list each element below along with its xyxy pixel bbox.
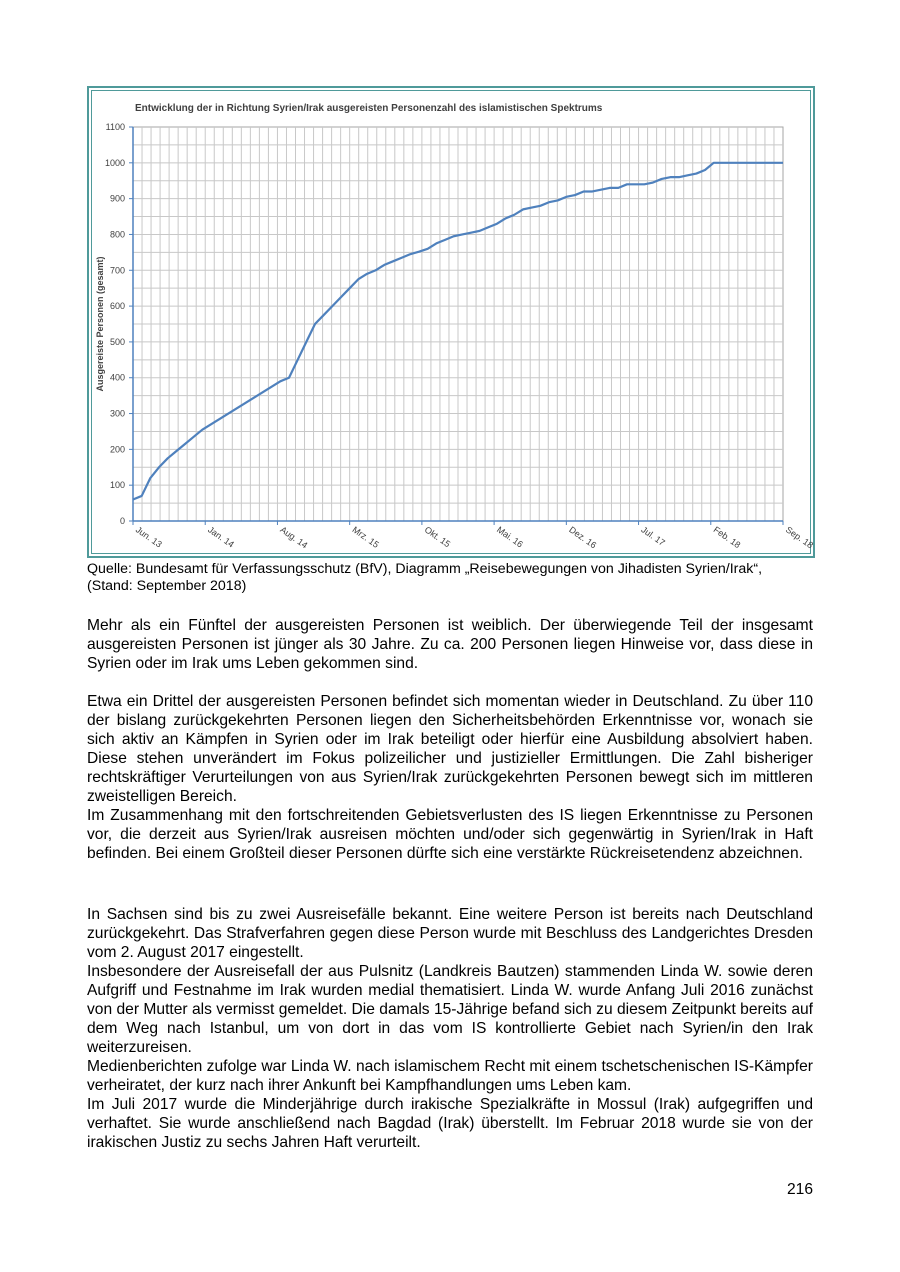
y-tick-label: 400 (109, 372, 125, 383)
y-tick-label: 1100 (105, 122, 125, 132)
line-chart (89, 88, 817, 560)
x-tick-label: Dez. 16 (567, 524, 599, 551)
x-tick-label: Mrz. 15 (350, 524, 381, 550)
y-tick-label: 200 (109, 444, 125, 455)
page-number: 216 (786, 1181, 813, 1198)
x-tick-label: Mai. 16 (494, 524, 525, 550)
caption-line-1: Quelle: Bundesamt für Verfassungsschutz (BfV), Diagramm „Reisebewegungen von Jihadisten Syrien/Irak“, (87, 561, 763, 577)
y-tick-label: 100 (109, 480, 125, 491)
x-tick-label: Feb. 18 (711, 524, 743, 551)
paragraph-7: Im Juli 2017 wurde die Minderjährige durch irakische Spezialkräfte in Mossul (Irak) aufgegriffen und verhaftet. Sie wurde anschließend nach Bagdad (Irak) überstellt. Im Februar 2018 wurde sie von der irakischen Justiz zu sechs Jahren Haft verurteilt. (87, 1096, 813, 1151)
y-tick-label: 500 (109, 336, 125, 347)
paragraph-2: Etwa ein Drittel der ausgereisten Personen befindet sich momentan wieder in Deutschland. Zu über 110 der bislang zurückgekehrten Personen liegen den Sicherheitsbehörden Erkenntnisse vor, wonach sie sich aktiv an Kämpfen in Syrien oder im Irak beteiligt oder hierfür eine Ausbildung absolviert haben. Diese stehen unverändert im Fokus polizeilicher und justizieller Ermittlungen. Die Zahl bisheriger rechtskräftiger Verurteilungen von aus Syrien/Irak zurückgekehrten Personen bewegt sich im mittleren zweistelligen Bereich. (87, 693, 813, 805)
x-tick-label: Okt. 15 (422, 524, 453, 550)
y-axis-label: Ausgereiste Personen (gesamt) (95, 256, 105, 392)
paragraph-4: In Sachsen sind bis zu zwei Ausreisefälle bekannt. Eine weitere Person ist bereits nach Deutschland zurückgekehrt. Das Strafverfahren gegen diese Person wurde mit Beschluss des Landgerichtes Dresden vom 2. August 2017 eingestellt. (87, 906, 813, 961)
y-tick-label: 1000 (104, 157, 125, 168)
x-tick-label: Aug. 14 (278, 524, 310, 551)
paragraph-5: Insbesondere der Ausreisefall der aus Pulsnitz (Landkreis Bautzen) stammenden Linda W. sowie deren Aufgriff und Festnahme im Irak wurden medial thematisiert. Linda W. wurde Anfang Juli 2016 zunächst von der Mutter als vermisst gemeldet. Die damals 15-Jährige befand sich zu diesem Zeitpunkt bereits auf dem Weg nach Istanbul, um von dort in das vom IS kontrollierte Gebiet nach Syrien/in den Irak weiterzureisen. (87, 963, 813, 1056)
x-tick-label: Jun. 13 (133, 524, 164, 550)
paragraph-3: Im Zusammenhang mit den fortschreitenden Gebietsverlusten des IS liegen Erkenntnisse zu Personen vor, die derzeit aus Syrien/Irak ausreisen möchten und/oder sich gegenwärtig in Syrien/Irak in Haft befinden. Bei einem Großteil dieser Personen dürfte sich eine verstärkte Rückreisetendenz abzeichnen. (87, 807, 813, 862)
y-tick-label: 800 (109, 229, 125, 240)
x-tick-label: Jan. 14 (206, 524, 237, 550)
y-tick-label: 300 (109, 408, 125, 419)
paragraph-1: Mehr als ein Fünftel der ausgereisten Personen ist weiblich. Der überwiegende Teil der insgesamt ausgereisten Personen ist jünger als 30 Jahre. Zu ca. 200 Personen liegen Hinweise vor, dass diese in Syrien oder im Irak ums Leben gekommen sind. (87, 617, 813, 672)
y-tick-label: 0 (119, 516, 125, 526)
paragraph-6: Medienberichten zufolge war Linda W. nach islamischem Recht mit einem tschetschenischen IS-Kämpfer verheiratet, der kurz nach ihrer Ankunft bei Kampfhandlungen ums Leben kam. (87, 1058, 813, 1094)
figure-caption (87, 561, 817, 595)
chart-frame (87, 86, 815, 558)
y-tick-label: 900 (109, 193, 125, 204)
x-tick-label: Jul. 17 (639, 524, 667, 548)
y-tick-label: 700 (109, 265, 125, 276)
y-tick-label: 600 (109, 301, 125, 312)
caption-line-2: (Stand: September 2018) (87, 578, 247, 594)
x-tick-label: Sep. 18 (783, 524, 816, 551)
chart-title: Entwicklung der in Richtung Syrien/Irak ausgereisten Personenzahl des islamistischen Spektrums (135, 103, 603, 114)
